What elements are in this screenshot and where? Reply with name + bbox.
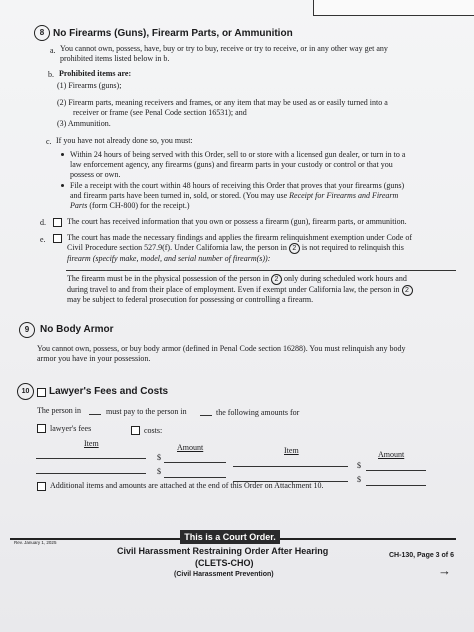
amount-line[interactable] — [164, 462, 226, 463]
section-8-title: No Firearms (Guns), Firearm Parts, or Ammunition — [53, 28, 293, 39]
item-d-checkbox[interactable] — [53, 218, 62, 227]
item-e-label: e. — [40, 235, 46, 244]
firearm-details-line[interactable] — [66, 270, 456, 271]
item-e-checkbox[interactable] — [53, 234, 62, 243]
item-c1-line2: law enforcement agency, any firearms (guns) and firearm parts in your custody or control or that you — [70, 160, 393, 169]
item-b3: (3) Ammunition. — [57, 119, 111, 128]
item-header-2: Item — [284, 446, 299, 455]
item-c2-line1: File a receipt with the court within 48 hours of receiving this Order that proves that your firearms (guns) — [70, 181, 405, 190]
item-c2-line3-text: (form CH-800) for the receipt.) — [89, 201, 190, 210]
court-order-badge: This is a Court Order. — [180, 530, 280, 544]
section-9-title: No Body Armor — [40, 324, 114, 335]
bullet — [61, 153, 64, 156]
fees-intro-1: The person in — [37, 406, 81, 415]
fees-intro-2: must pay to the person in — [106, 407, 187, 416]
item-e-line1: The court has made the necessary findings and applies the firearm relinquishment exemption under Code of — [67, 233, 413, 242]
costs-label: costs: — [144, 426, 163, 435]
receipt-form-title-end: Parts — [70, 201, 88, 210]
item-c-label: c. — [46, 137, 52, 146]
item-d-label: d. — [40, 218, 46, 227]
item-header-1: Item — [84, 439, 99, 448]
dollar-sign: $ — [157, 453, 161, 462]
item-b-label: b. — [48, 70, 54, 79]
section-8-number: 8 — [34, 25, 50, 41]
item-c1-line3: possess or own. — [70, 170, 121, 179]
item-line[interactable] — [233, 466, 348, 467]
form-page-number: CH-130, Page 3 of 6 — [389, 552, 454, 559]
item-a-line2: prohibited items listed below in b. — [60, 54, 170, 63]
dollar-sign: $ — [357, 461, 361, 470]
amount-line[interactable] — [366, 470, 426, 471]
form-title: Civil Harassment Restraining Order After Hearing — [117, 546, 329, 556]
dollar-sign: $ — [157, 467, 161, 476]
revision-date: Rev. January 1, 2025 — [14, 540, 57, 545]
party-2-circle: 2 — [289, 243, 300, 254]
header-box — [313, 0, 474, 16]
party-2-circle: 2 — [402, 285, 413, 296]
bullet — [61, 184, 64, 187]
item-e-line3: firearm (specify make, model, and serial number of firearm(s)): — [67, 254, 271, 263]
amount-line[interactable] — [366, 485, 426, 486]
section-9-line1: You cannot own, possess, or buy body armor (defined in Penal Code section 16288). You must relinquish any body — [37, 344, 406, 353]
section-9-number: 9 — [19, 322, 35, 338]
payer-blank[interactable] — [89, 414, 101, 415]
item-e-line2 — [67, 243, 404, 254]
lawyers-fees-checkbox[interactable] — [37, 424, 46, 433]
possession-line2-text: during travel to and from their place of employment. Even if exempt under California law, the person in — [67, 285, 400, 294]
section-10-number: 10 — [17, 383, 34, 400]
item-b1: (1) Firearms (guns); — [57, 81, 122, 90]
item-e-line2-text: Civil Procedure section 527.9(f). Under California law, the person in — [67, 243, 287, 252]
section-10-checkbox[interactable] — [37, 388, 46, 397]
item-c2-line2-text: and firearm parts have been turned in, sold, or stored. (You may use — [70, 191, 288, 200]
item-d-text: The court has received information that you own or possess a firearm (gun), firearm parts, or ammunition. — [67, 217, 407, 226]
item-b-title: Prohibited items are: — [59, 69, 132, 78]
item-b2-line2: receiver or frame (see Penal Code section 16531); and — [73, 108, 247, 117]
attachment-text: Additional items and amounts are attached at the end of this Order on Attachment 10. — [50, 481, 324, 490]
item-line[interactable] — [36, 458, 146, 459]
costs-checkbox[interactable] — [131, 426, 140, 435]
dollar-sign: $ — [357, 475, 361, 484]
item-line[interactable] — [36, 473, 146, 474]
item-c2-line3 — [70, 201, 190, 210]
receipt-form-title: Receipt for Firearms and Firearm — [289, 191, 399, 200]
possession-line3: may be subject to federal prosecution for possessing or controlling a firearm. — [67, 295, 314, 304]
attachment-checkbox[interactable] — [37, 482, 46, 491]
fees-intro-3: the following amounts for — [216, 408, 300, 417]
form-clets: (CLETS-CHO) — [195, 558, 254, 568]
item-a-label: a. — [50, 46, 56, 55]
amount-header-1: Amount — [177, 443, 204, 452]
payee-blank[interactable] — [200, 415, 212, 416]
item-c-title: If you have not already done so, you must: — [56, 136, 193, 145]
item-c2-line2 — [70, 191, 398, 200]
form-subtitle: (Civil Harassment Prevention) — [174, 571, 274, 578]
possession-line1-text: The firearm must be in the physical possession of the person in — [67, 274, 269, 283]
lawyers-fees-label: lawyer's fees — [50, 424, 92, 433]
item-e-line2-end: is not required to relinquish this — [301, 243, 404, 252]
section-10-title: Lawyer's Fees and Costs — [49, 386, 169, 397]
item-c1-line1: Within 24 hours of being served with this Order, sell to or store with a licensed gun dealer, or turn in to a — [70, 150, 406, 159]
amount-line[interactable] — [164, 477, 226, 478]
section-9-line2: armor you have in your possession. — [37, 354, 151, 363]
possession-line1-end: only during scheduled work hours and — [283, 274, 407, 283]
item-a-line1: You cannot own, possess, have, buy or try to buy, receive or try to receive, or in any other way get any — [60, 44, 388, 53]
item-b2-line1: (2) Firearm parts, meaning receivers and frames, or any item that may be used as or easily turned into a — [57, 98, 388, 107]
amount-header-2: Amount — [378, 450, 405, 459]
party-2-circle: 2 — [271, 274, 282, 285]
possession-line1 — [67, 274, 407, 285]
next-page-arrow-icon: → — [438, 563, 451, 578]
